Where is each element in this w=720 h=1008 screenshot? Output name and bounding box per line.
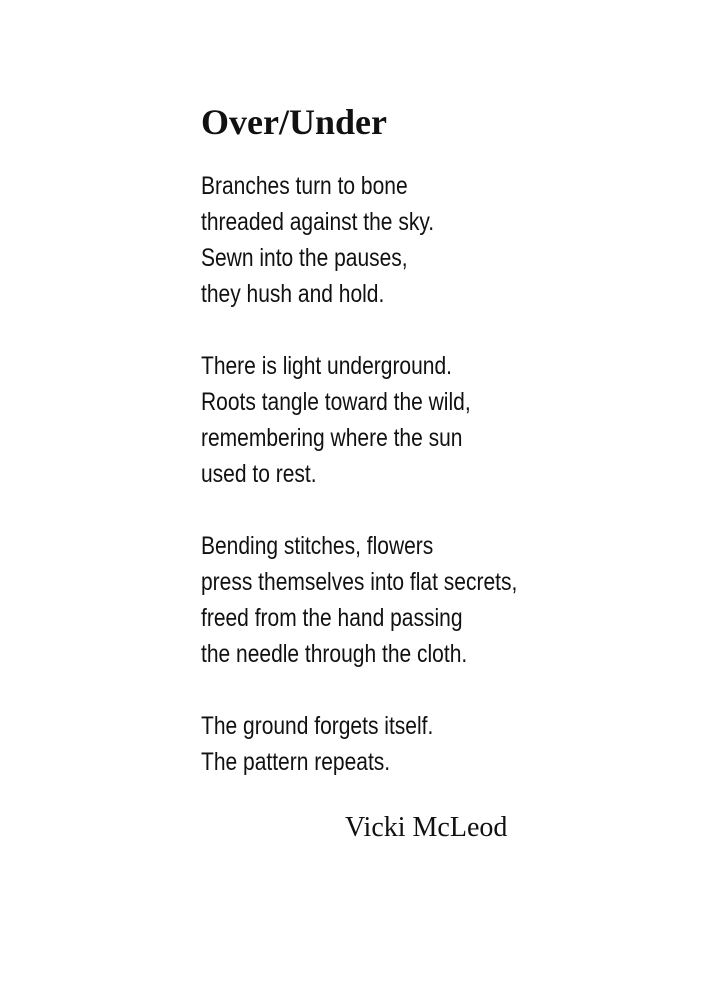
author-name: Vicki McLeod (345, 812, 508, 843)
poem-line: The ground forgets itself. (201, 712, 434, 740)
poem-line: Bending stitches, flowers (201, 532, 434, 560)
poem-line: used to rest. (201, 460, 317, 488)
poem-line: There is light underground. (201, 352, 452, 380)
poem-line: freed from the hand passing (201, 604, 463, 632)
poem-line: the needle through the cloth. (201, 640, 468, 668)
poem-line: remembering where the sun (201, 424, 463, 452)
poem-body (201, 168, 701, 816)
stanza (201, 528, 701, 672)
poem-line: Branches turn to bone (201, 172, 408, 200)
stanza (201, 708, 701, 780)
poem-line: threaded against the sky. (201, 208, 435, 236)
stanza (201, 348, 701, 492)
poem-line: The pattern repeats. (201, 748, 391, 776)
stanza (201, 168, 701, 312)
poem-line: Roots tangle toward the wild, (201, 388, 471, 416)
poem-line: press themselves into flat secrets, (201, 568, 518, 596)
poem-line: they hush and hold. (201, 280, 385, 308)
poem-line: Sewn into the pauses, (201, 244, 408, 272)
poem-title: Over/Under (201, 102, 387, 142)
